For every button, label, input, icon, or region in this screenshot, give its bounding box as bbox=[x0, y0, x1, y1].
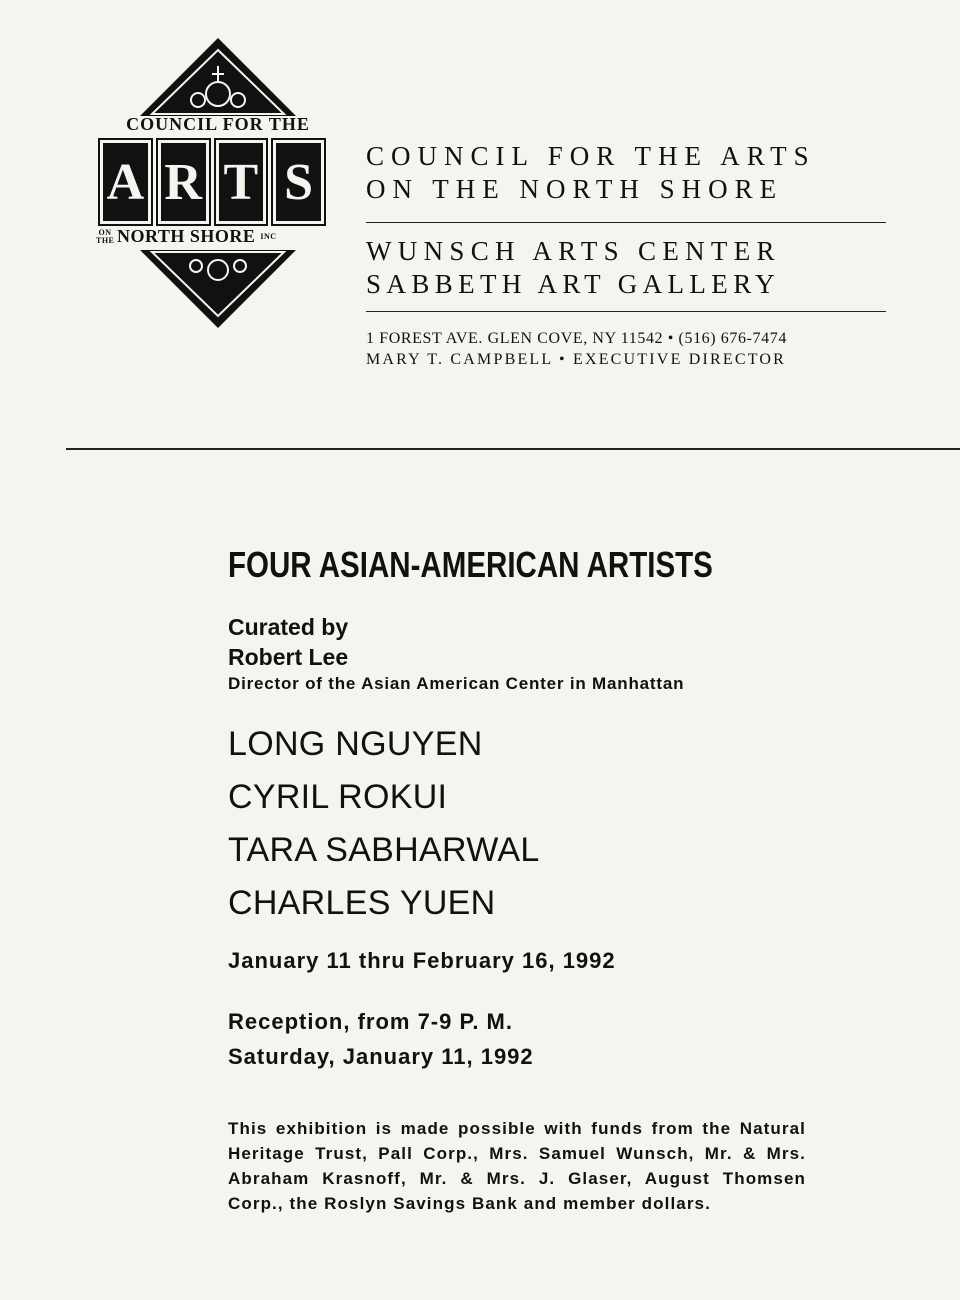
logo-inc: INC bbox=[260, 232, 277, 241]
artist-name: CHARLES YUEN bbox=[228, 884, 496, 922]
logo-bottom-ornament-icon bbox=[96, 248, 340, 330]
logo-north-shore: NORTH SHORE bbox=[117, 226, 256, 246]
address-line: 1 FOREST AVE. GLEN COVE, NY 11542 • (516) 676-7474 bbox=[366, 330, 787, 347]
curator-name: Robert Lee bbox=[228, 644, 349, 670]
council-logo bbox=[96, 36, 340, 296]
logo-arts-letter: A bbox=[98, 138, 153, 226]
exhibition-dates: January 11 thru February 16, 1992 bbox=[228, 948, 616, 973]
funding-credits: This exhibition is made possible with funds from the Natural Heritage Trust, Pall Corp., Mrs. Samuel Wunsch, Mr. & Mrs. Abraham Krasnoff, Mr. & Mrs. J. Glaser, August Thomsen Corp., the Roslyn Savings Bank and member dollars. bbox=[228, 1119, 806, 1213]
center-name-line2: SABBETH ART GALLERY bbox=[366, 269, 781, 299]
reception-date: Saturday, January 11, 1992 bbox=[228, 1044, 534, 1069]
artist-name: TARA SABHARWAL bbox=[228, 831, 540, 869]
center-name-line1: WUNSCH ARTS CENTER bbox=[366, 236, 781, 266]
curator-title: Director of the Asian American Center in Manhattan bbox=[228, 674, 685, 693]
section-divider bbox=[66, 448, 960, 450]
artist-name: CYRIL ROKUI bbox=[228, 778, 448, 816]
org-name-line1: COUNCIL FOR THE ARTS bbox=[366, 141, 816, 171]
logo-on-the: ON THE bbox=[96, 227, 115, 245]
letterhead-divider bbox=[366, 222, 886, 223]
logo-top-ornament-icon bbox=[96, 36, 340, 118]
director-line: MARY T. CAMPBELL • EXECUTIVE DIRECTOR bbox=[366, 351, 787, 368]
org-name-line2: ON THE NORTH SHORE bbox=[366, 174, 784, 204]
artist-list bbox=[228, 718, 848, 930]
exhibition-title: FOUR ASIAN-AMERICAN ARTISTS bbox=[228, 544, 713, 585]
reception-info bbox=[228, 1004, 848, 1074]
exhibition-announcement bbox=[228, 540, 848, 1216]
artist-name: LONG NGUYEN bbox=[228, 725, 483, 763]
letterhead bbox=[366, 140, 886, 370]
logo-arts-panel bbox=[98, 138, 326, 226]
logo-arts-letter: S bbox=[271, 138, 326, 226]
curated-by-label: Curated by bbox=[228, 614, 349, 640]
logo-bottom-text bbox=[96, 226, 340, 247]
logo-top-text: COUNCIL FOR THE bbox=[126, 114, 310, 134]
letterhead-divider bbox=[366, 311, 886, 312]
reception-time: Reception, from 7-9 P. M. bbox=[228, 1009, 513, 1034]
logo-arts-letter: T bbox=[214, 138, 269, 226]
logo-arts-letter: R bbox=[156, 138, 211, 226]
